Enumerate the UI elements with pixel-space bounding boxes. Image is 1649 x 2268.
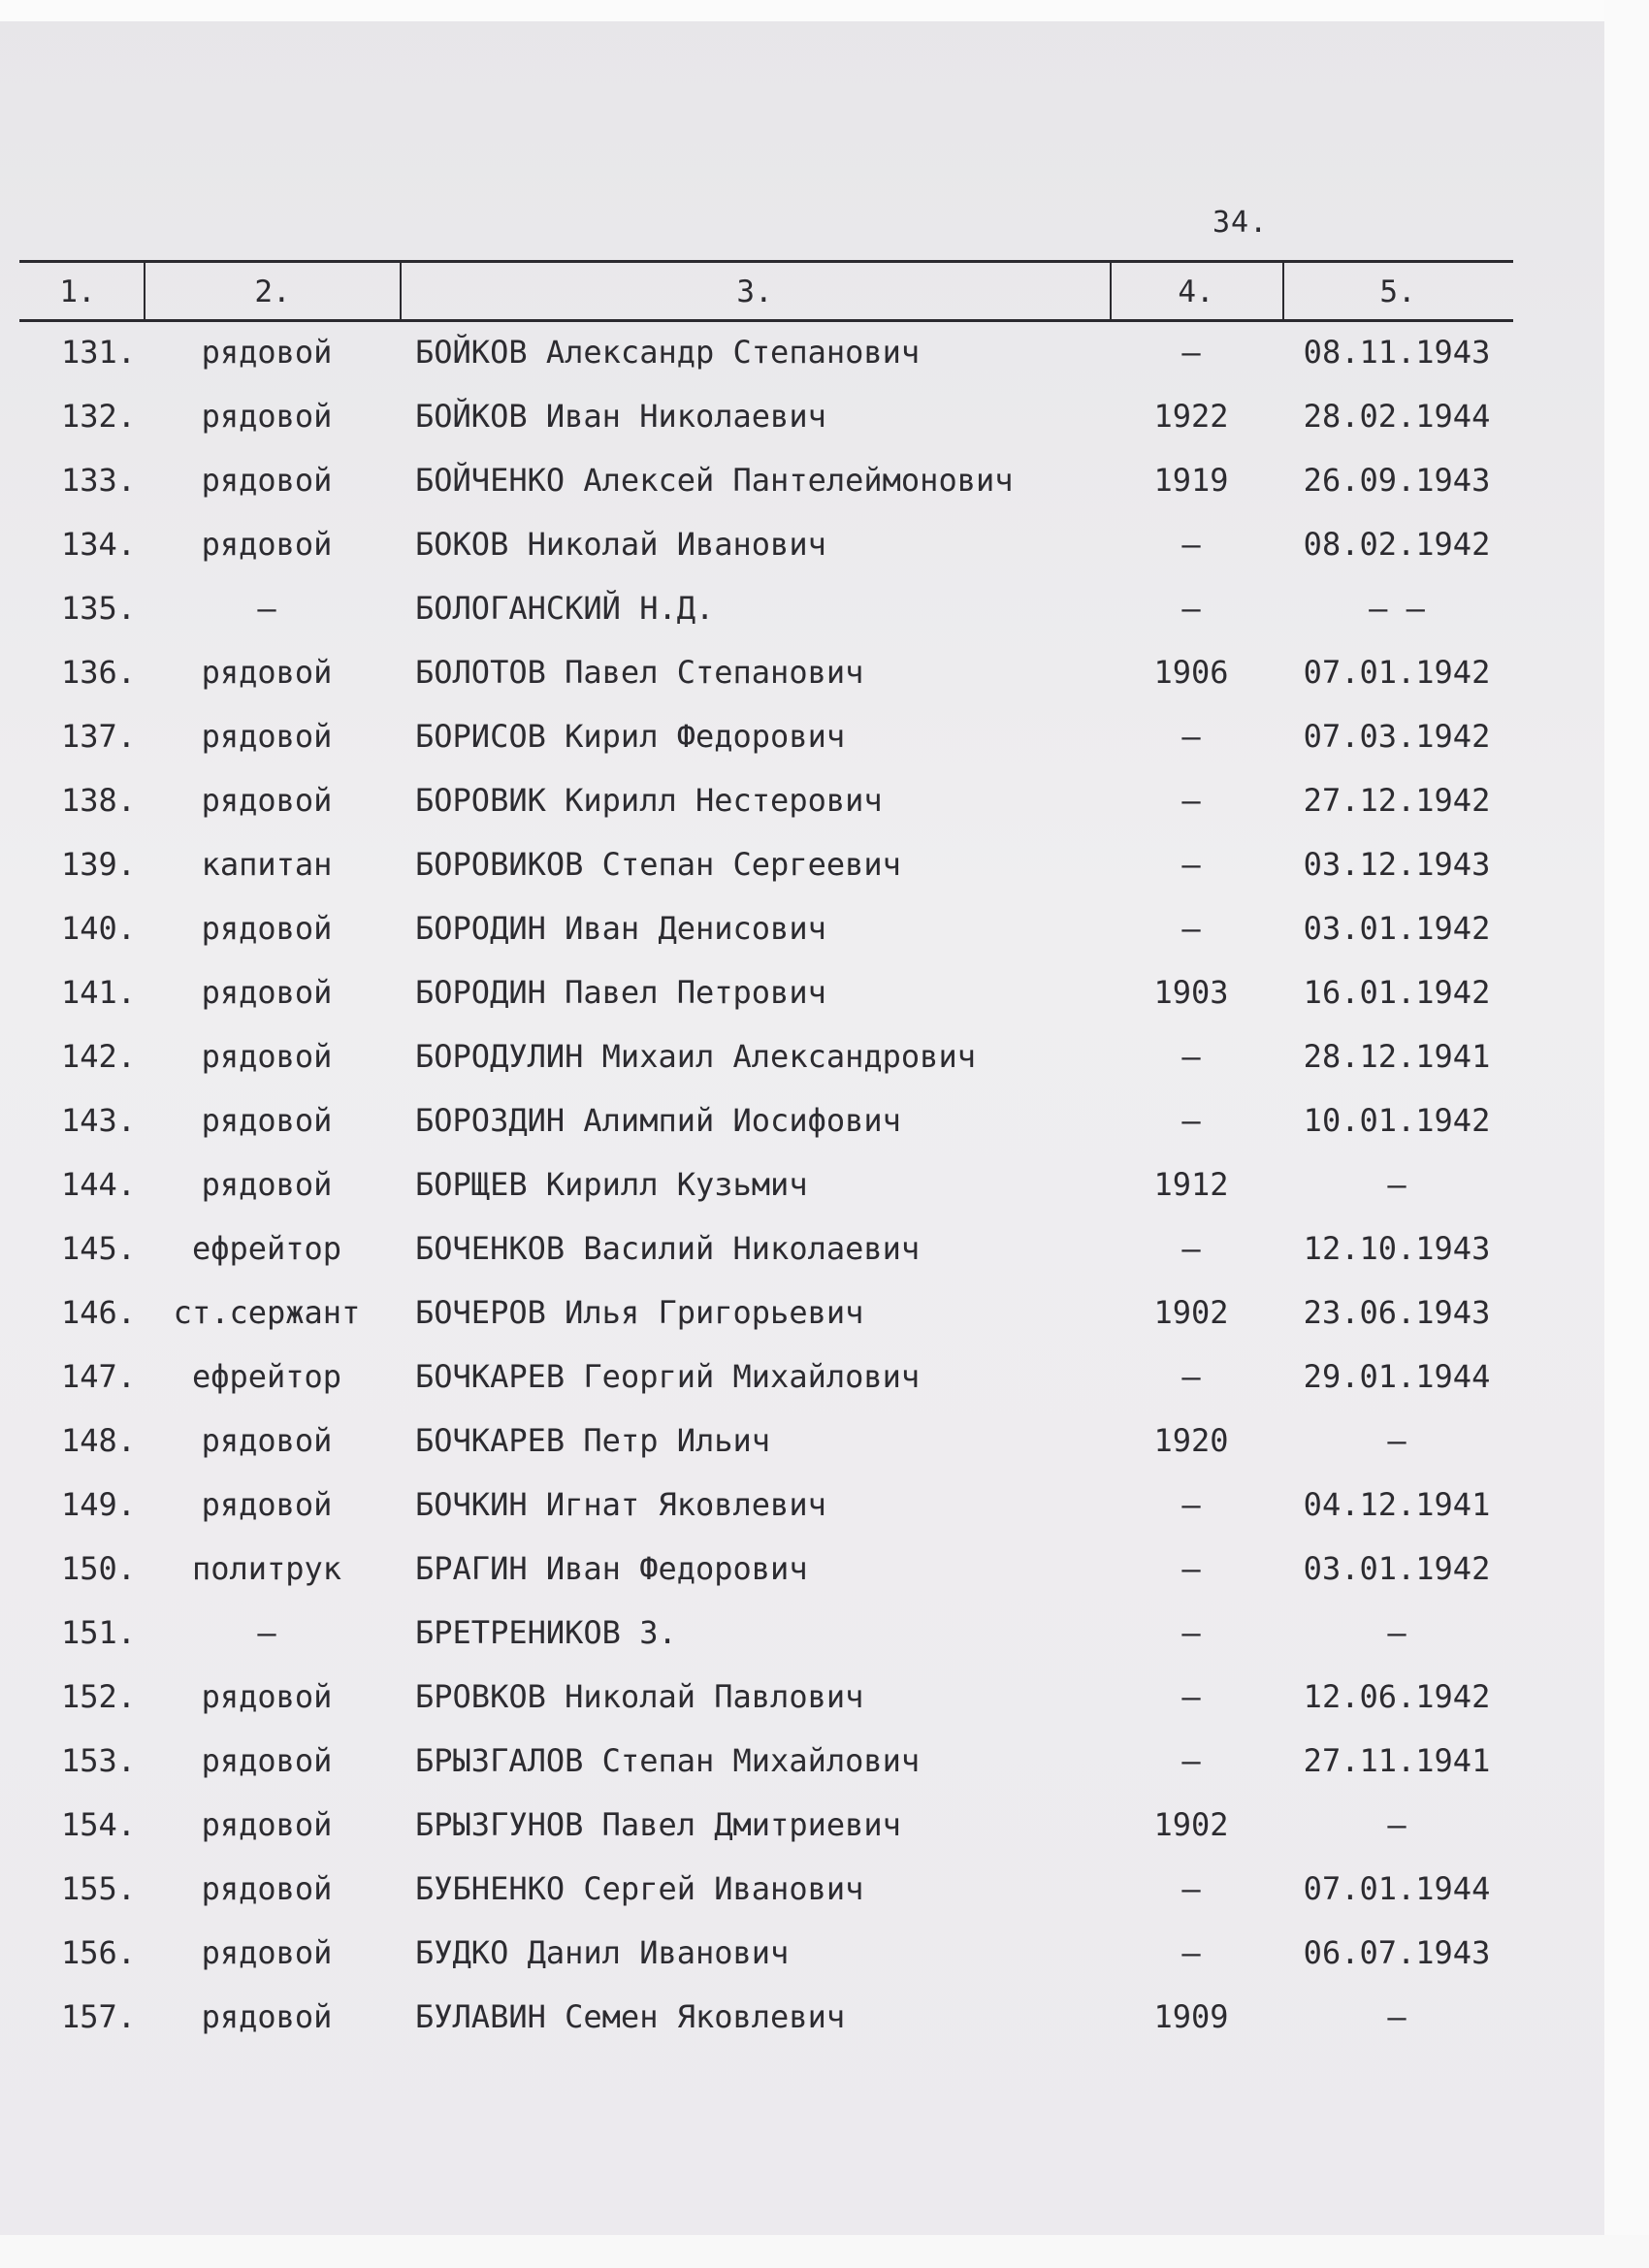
row-date: 03.01.1942 bbox=[1303, 1550, 1491, 1587]
row-number: 132. bbox=[60, 398, 136, 435]
row-birth-year: – bbox=[1181, 1358, 1201, 1395]
row-date: 03.01.1942 bbox=[1303, 910, 1491, 947]
column-header-5: 5. bbox=[1379, 275, 1416, 309]
row-rank: рядовой bbox=[201, 1422, 333, 1459]
row-birth-year: – bbox=[1181, 1486, 1201, 1523]
row-name: БОЙКОВ Иван Николаевич bbox=[415, 398, 826, 435]
table-row bbox=[19, 326, 1513, 390]
row-name: БОРОВИК Кирилл Нестерович bbox=[415, 782, 883, 819]
row-name: БОРОДУЛИН Михаил Александрович bbox=[415, 1038, 976, 1075]
row-date: 07.03.1942 bbox=[1303, 718, 1491, 755]
row-rank: рядовой bbox=[201, 1742, 333, 1779]
row-name: БОКОВ Николай Иванович bbox=[415, 526, 826, 563]
row-number: 149. bbox=[60, 1486, 136, 1523]
row-birth-year: 1922 bbox=[1153, 398, 1229, 435]
row-date: 29.01.1944 bbox=[1303, 1358, 1491, 1395]
row-name: БОРОВИКОВ Степан Сергеевич bbox=[415, 846, 901, 883]
row-name: БОРОДИН Павел Петрович bbox=[415, 974, 826, 1011]
row-number: 146. bbox=[60, 1294, 136, 1331]
row-birth-year: – bbox=[1181, 526, 1201, 563]
row-name: БОЙКОВ Александр Степанович bbox=[415, 334, 921, 371]
row-date: 28.12.1941 bbox=[1303, 1038, 1491, 1075]
row-rank: рядовой bbox=[201, 1870, 333, 1907]
row-name: БРЫЗГАЛОВ Степан Михайлович bbox=[415, 1742, 921, 1779]
row-birth-year: – bbox=[1181, 1934, 1201, 1971]
row-rank: капитан bbox=[201, 846, 333, 883]
table-row bbox=[19, 1927, 1513, 1991]
row-number: 143. bbox=[60, 1102, 136, 1139]
table-row bbox=[19, 454, 1513, 518]
row-name: БУБНЕНКО Сергей Иванович bbox=[415, 1870, 864, 1907]
row-name: БРЕТРЕНИКОВ З. bbox=[415, 1614, 677, 1651]
row-birth-year: – bbox=[1181, 1742, 1201, 1779]
row-date: – bbox=[1387, 1806, 1406, 1843]
table-row bbox=[19, 838, 1513, 902]
table-row bbox=[19, 1350, 1513, 1414]
row-date: 08.11.1943 bbox=[1303, 334, 1491, 371]
row-number: 151. bbox=[60, 1614, 136, 1651]
row-birth-year: – bbox=[1181, 334, 1201, 371]
column-header-1: 1. bbox=[59, 275, 96, 309]
table-row bbox=[19, 582, 1513, 646]
row-rank: рядовой bbox=[201, 1486, 333, 1523]
row-name: БУЛАВИН Семен Яковлевич bbox=[415, 1998, 846, 2035]
row-name: БРАГИН Иван Федорович bbox=[415, 1550, 808, 1587]
row-rank: рядовой bbox=[201, 1038, 333, 1075]
row-birth-year: – bbox=[1181, 1230, 1201, 1267]
row-date: – bbox=[1387, 1998, 1406, 2035]
row-rank: рядовой bbox=[201, 1806, 333, 1843]
row-birth-year: – bbox=[1181, 1038, 1201, 1075]
row-number: 138. bbox=[60, 782, 136, 819]
table-row bbox=[19, 902, 1513, 966]
row-date: 04.12.1941 bbox=[1303, 1486, 1491, 1523]
row-number: 131. bbox=[60, 334, 136, 371]
row-rank: рядовой bbox=[201, 1102, 333, 1139]
row-birth-year: – bbox=[1181, 782, 1201, 819]
row-name: БОЛОТОВ Павел Степанович bbox=[415, 654, 864, 691]
row-birth-year: 1902 bbox=[1153, 1294, 1229, 1331]
row-birth-year: – bbox=[1181, 1678, 1201, 1715]
row-number: 153. bbox=[60, 1742, 136, 1779]
row-date: – – bbox=[1369, 590, 1425, 627]
row-date: 06.07.1943 bbox=[1303, 1934, 1491, 1971]
table-body bbox=[19, 322, 1513, 2055]
row-number: 139. bbox=[60, 846, 136, 883]
row-rank: рядовой bbox=[201, 462, 333, 499]
scan-edge-top bbox=[0, 0, 1649, 21]
table-header bbox=[19, 260, 1513, 322]
row-date: – bbox=[1387, 1166, 1406, 1203]
row-rank: рядовой bbox=[201, 526, 333, 563]
row-date: 12.06.1942 bbox=[1303, 1678, 1491, 1715]
row-rank: ефрейтор bbox=[191, 1358, 342, 1395]
row-date: – bbox=[1387, 1614, 1406, 1651]
row-rank: рядовой bbox=[201, 398, 333, 435]
row-rank: рядовой bbox=[201, 718, 333, 755]
row-number: 156. bbox=[60, 1934, 136, 1971]
table-row bbox=[19, 1286, 1513, 1350]
row-number: 135. bbox=[60, 590, 136, 627]
row-number: 154. bbox=[60, 1806, 136, 1843]
row-name: БОЧКАРЕВ Георгий Михайлович bbox=[415, 1358, 921, 1395]
column-header-3: 3. bbox=[736, 275, 773, 309]
table-row bbox=[19, 710, 1513, 774]
row-birth-year: – bbox=[1181, 1614, 1201, 1651]
row-date: 27.12.1942 bbox=[1303, 782, 1491, 819]
column-header-2: 2. bbox=[254, 275, 291, 309]
row-number: 155. bbox=[60, 1870, 136, 1907]
row-rank: – bbox=[257, 1614, 276, 1651]
row-birth-year: – bbox=[1181, 1550, 1201, 1587]
table-row bbox=[19, 1606, 1513, 1670]
row-name: БОЧЕНКОВ Василий Николаевич bbox=[415, 1230, 921, 1267]
row-number: 152. bbox=[60, 1678, 136, 1715]
row-rank: рядовой bbox=[201, 654, 333, 691]
row-number: 145. bbox=[60, 1230, 136, 1267]
row-date: 08.02.1942 bbox=[1303, 526, 1491, 563]
row-name: БОЧКИН Игнат Яковлевич bbox=[415, 1486, 826, 1523]
row-date: 23.06.1943 bbox=[1303, 1294, 1491, 1331]
table-row bbox=[19, 1158, 1513, 1222]
table-row bbox=[19, 1478, 1513, 1542]
row-number: 148. bbox=[60, 1422, 136, 1459]
row-birth-year: 1912 bbox=[1153, 1166, 1229, 1203]
row-birth-year: – bbox=[1181, 846, 1201, 883]
row-date: 16.01.1942 bbox=[1303, 974, 1491, 1011]
row-birth-year: – bbox=[1181, 1102, 1201, 1139]
row-number: 140. bbox=[60, 910, 136, 947]
row-date: 26.09.1943 bbox=[1303, 462, 1491, 499]
row-birth-year: 1920 bbox=[1153, 1422, 1229, 1459]
row-rank: рядовой bbox=[201, 910, 333, 947]
row-number: 142. bbox=[60, 1038, 136, 1075]
table-row bbox=[19, 1030, 1513, 1094]
row-date: – bbox=[1387, 1422, 1406, 1459]
row-number: 133. bbox=[60, 462, 136, 499]
table-row bbox=[19, 646, 1513, 710]
table-row bbox=[19, 1542, 1513, 1606]
row-number: 134. bbox=[60, 526, 136, 563]
row-name: БРОВКОВ Николай Павлович bbox=[415, 1678, 864, 1715]
row-name: БОРОЗДИН Алимпий Иосифович bbox=[415, 1102, 901, 1139]
row-number: 137. bbox=[60, 718, 136, 755]
row-date: 28.02.1944 bbox=[1303, 398, 1491, 435]
table-row bbox=[19, 1222, 1513, 1286]
row-name: БОЧКАРЕВ Петр Ильич bbox=[415, 1422, 771, 1459]
row-name: БОЛОГАНСКИЙ Н.Д. bbox=[415, 590, 715, 627]
row-name: БОРИСОВ Кирил Федорович bbox=[415, 718, 846, 755]
scan-edge-right bbox=[1604, 0, 1649, 2268]
row-name: БУДКО Данил Иванович bbox=[415, 1934, 790, 1971]
row-date: 10.01.1942 bbox=[1303, 1102, 1491, 1139]
row-rank: – bbox=[257, 590, 276, 627]
row-number: 136. bbox=[60, 654, 136, 691]
row-name: БРЫЗГУНОВ Павел Дмитриевич bbox=[415, 1806, 901, 1843]
row-date: 07.01.1944 bbox=[1303, 1870, 1491, 1907]
row-rank: рядовой bbox=[201, 1934, 333, 1971]
row-name: БОЧЕРОВ Илья Григорьевич bbox=[415, 1294, 864, 1331]
row-date: 03.12.1943 bbox=[1303, 846, 1491, 883]
row-number: 144. bbox=[60, 1166, 136, 1203]
row-number: 150. bbox=[60, 1550, 136, 1587]
row-rank: рядовой bbox=[201, 334, 333, 371]
row-rank: политрук bbox=[191, 1550, 342, 1587]
row-birth-year: – bbox=[1181, 1870, 1201, 1907]
row-number: 141. bbox=[60, 974, 136, 1011]
page-number: 34. bbox=[1212, 206, 1269, 240]
row-date: 27.11.1941 bbox=[1303, 1742, 1491, 1779]
row-rank: ст.сержант bbox=[173, 1294, 361, 1331]
row-rank: рядовой bbox=[201, 782, 333, 819]
row-rank: рядовой bbox=[201, 1998, 333, 2035]
row-birth-year: 1906 bbox=[1153, 654, 1229, 691]
row-birth-year: 1909 bbox=[1153, 1998, 1229, 2035]
scan-edge-bottom bbox=[0, 2235, 1649, 2268]
row-date: 07.01.1942 bbox=[1303, 654, 1491, 691]
row-birth-year: 1903 bbox=[1153, 974, 1229, 1011]
row-name: БОРЩЕВ Кирилл Кузьмич bbox=[415, 1166, 808, 1203]
row-rank: рядовой bbox=[201, 1166, 333, 1203]
row-birth-year: 1919 bbox=[1153, 462, 1229, 499]
table-row bbox=[19, 966, 1513, 1030]
table-row bbox=[19, 774, 1513, 838]
row-birth-year: – bbox=[1181, 910, 1201, 947]
table-row bbox=[19, 390, 1513, 454]
row-date: 12.10.1943 bbox=[1303, 1230, 1491, 1267]
row-rank: рядовой bbox=[201, 1678, 333, 1715]
table-row bbox=[19, 518, 1513, 582]
row-name: БОРОДИН Иван Денисович bbox=[415, 910, 826, 947]
table-row bbox=[19, 1670, 1513, 1734]
casualty-table bbox=[19, 260, 1513, 2055]
table-row bbox=[19, 1863, 1513, 1927]
row-birth-year: 1902 bbox=[1153, 1806, 1229, 1843]
table-row bbox=[19, 1798, 1513, 1863]
row-number: 157. bbox=[60, 1998, 136, 2035]
row-birth-year: – bbox=[1181, 718, 1201, 755]
row-name: БОЙЧЕНКО Алексей Пантелеймонович bbox=[415, 462, 1014, 499]
row-rank: рядовой bbox=[201, 974, 333, 1011]
table-row bbox=[19, 1414, 1513, 1478]
column-header-4: 4. bbox=[1178, 275, 1214, 309]
row-birth-year: – bbox=[1181, 590, 1201, 627]
row-number: 147. bbox=[60, 1358, 136, 1395]
table-row bbox=[19, 1991, 1513, 2055]
row-rank: ефрейтор bbox=[191, 1230, 342, 1267]
table-row bbox=[19, 1094, 1513, 1158]
table-row bbox=[19, 1734, 1513, 1798]
